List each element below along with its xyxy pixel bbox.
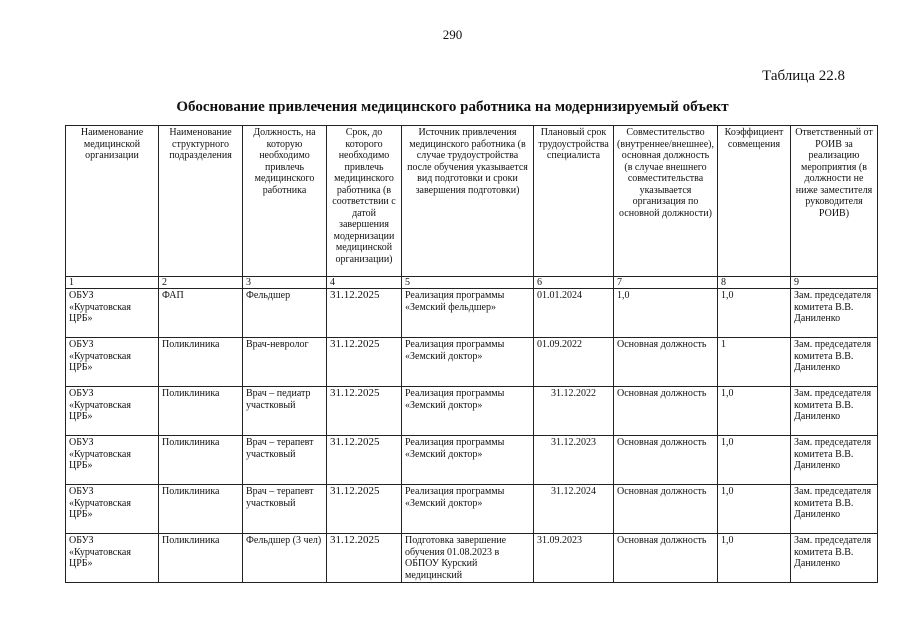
cell-source: Реализация программы «Земский фельдшер» — [402, 289, 534, 338]
column-number: 5 — [402, 277, 534, 289]
cell-deadline: 31.12.2025 — [327, 387, 402, 436]
cell-responsible: Зам. председателя комитета В.В. Даниленко — [791, 485, 878, 534]
cell-responsible: Зам. председателя комитета В.В. Даниленко — [791, 338, 878, 387]
table-row — [66, 436, 878, 485]
header-row — [66, 126, 878, 277]
cell-position: Врач – терапевт участковый — [243, 436, 327, 485]
cell-coefficient: 1,0 — [718, 534, 791, 583]
cell-department: Поликлиника — [159, 436, 243, 485]
table-row — [66, 289, 878, 338]
cell-department: ФАП — [159, 289, 243, 338]
cell-source: Реализация программы «Земский доктор» — [402, 387, 534, 436]
cell-responsible: Зам. председателя комитета В.В. Даниленко — [791, 534, 878, 583]
cell-position: Врач – педиатр участковый — [243, 387, 327, 436]
header-organization: Наименование медицинской организации — [66, 126, 159, 277]
cell-position: Врач-невролог — [243, 338, 327, 387]
header-responsible: Ответственный от РОИВ за реализацию мероприятия (в должности не ниже заместителя руководителя РОИВ) — [791, 126, 878, 277]
cell-responsible: Зам. председателя комитета В.В. Даниленко — [791, 289, 878, 338]
cell-responsible: Зам. председателя комитета В.В. Даниленко — [791, 436, 878, 485]
cell-deadline: 31.12.2025 — [327, 485, 402, 534]
table-row — [66, 485, 878, 534]
cell-organization: ОБУЗ «Курчатовская ЦРБ» — [66, 289, 159, 338]
cell-department: Поликлиника — [159, 338, 243, 387]
cell-source: Реализация программы «Земский доктор» — [402, 338, 534, 387]
column-number: 1 — [66, 277, 159, 289]
cell-planned-date: 01.09.2022 — [534, 338, 614, 387]
column-number: 4 — [327, 277, 402, 289]
cell-planned-date: 01.01.2024 — [534, 289, 614, 338]
table-row — [66, 387, 878, 436]
cell-combination: 1,0 — [614, 289, 718, 338]
cell-coefficient: 1,0 — [718, 485, 791, 534]
header-source: Источник привлечения медицинского работника (в случае трудоустройства после обучения указывается вид подготовки и сроки завершения подготовки) — [402, 126, 534, 277]
cell-coefficient: 1,0 — [718, 436, 791, 485]
cell-coefficient: 1 — [718, 338, 791, 387]
cell-deadline: 31.12.2025 — [327, 338, 402, 387]
column-number: 3 — [243, 277, 327, 289]
cell-combination: Основная должность — [614, 436, 718, 485]
modernization-staff-table — [65, 125, 878, 583]
cell-combination: Основная должность — [614, 338, 718, 387]
cell-source: Подготовка завершение обучения 01.08.2023 в ОБПОУ Курский медицинский — [402, 534, 534, 583]
cell-department: Поликлиника — [159, 387, 243, 436]
cell-position: Фельдшер — [243, 289, 327, 338]
header-deadline: Срок, до которого необходимо привлечь медицинского работника (в соответствии с датой завершения модернизации медицинской организации) — [327, 126, 402, 277]
table-row — [66, 338, 878, 387]
header-department: Наименование структурного подразделения — [159, 126, 243, 277]
cell-deadline: 31.12.2025 — [327, 289, 402, 338]
column-number: 8 — [718, 277, 791, 289]
header-planned-date: Плановый срок трудоустройства специалиста — [534, 126, 614, 277]
cell-planned-date: 31.12.2022 — [534, 387, 614, 436]
cell-organization: ОБУЗ «Курчатовская ЦРБ» — [66, 338, 159, 387]
cell-position: Фельдшер (3 чел) — [243, 534, 327, 583]
header-coefficient: Коэффициент совмещения — [718, 126, 791, 277]
column-number: 2 — [159, 277, 243, 289]
header-combination: Совместительство (внутреннее/внешнее), основная должность (в случае внешнего совместительства указывается организация по основной должности) — [614, 126, 718, 277]
column-number: 9 — [791, 277, 878, 289]
cell-deadline: 31.12.2025 — [327, 534, 402, 583]
cell-source: Реализация программы «Земский доктор» — [402, 485, 534, 534]
cell-department: Поликлиника — [159, 534, 243, 583]
cell-department: Поликлиника — [159, 485, 243, 534]
cell-planned-date: 31.12.2024 — [534, 485, 614, 534]
cell-responsible: Зам. председателя комитета В.В. Даниленко — [791, 387, 878, 436]
column-number-row — [66, 277, 878, 289]
cell-deadline: 31.12.2025 — [327, 436, 402, 485]
cell-source: Реализация программы «Земский доктор» — [402, 436, 534, 485]
document-title: Обоснование привлечения медицинского работника на модернизируемый объект — [176, 99, 729, 115]
cell-organization: ОБУЗ «Курчатовская ЦРБ» — [66, 387, 159, 436]
cell-coefficient: 1,0 — [718, 289, 791, 338]
table-label: Таблица 22.8 — [762, 68, 845, 84]
header-position: Должность, на которую необходимо привлечь медицинского работника — [243, 126, 327, 277]
cell-organization: ОБУЗ «Курчатовская ЦРБ» — [66, 485, 159, 534]
cell-position: Врач – терапевт участковый — [243, 485, 327, 534]
table-row — [66, 534, 878, 583]
cell-planned-date: 31.09.2023 — [534, 534, 614, 583]
cell-coefficient: 1,0 — [718, 387, 791, 436]
column-number: 7 — [614, 277, 718, 289]
cell-organization: ОБУЗ «Курчатовская ЦРБ» — [66, 436, 159, 485]
cell-planned-date: 31.12.2023 — [534, 436, 614, 485]
cell-combination: Основная должность — [614, 485, 718, 534]
cell-combination: Основная должность — [614, 387, 718, 436]
cell-organization: ОБУЗ «Курчатовская ЦРБ» — [66, 534, 159, 583]
column-number: 6 — [534, 277, 614, 289]
cell-combination: Основная должность — [614, 534, 718, 583]
page-number: 290 — [442, 27, 463, 42]
